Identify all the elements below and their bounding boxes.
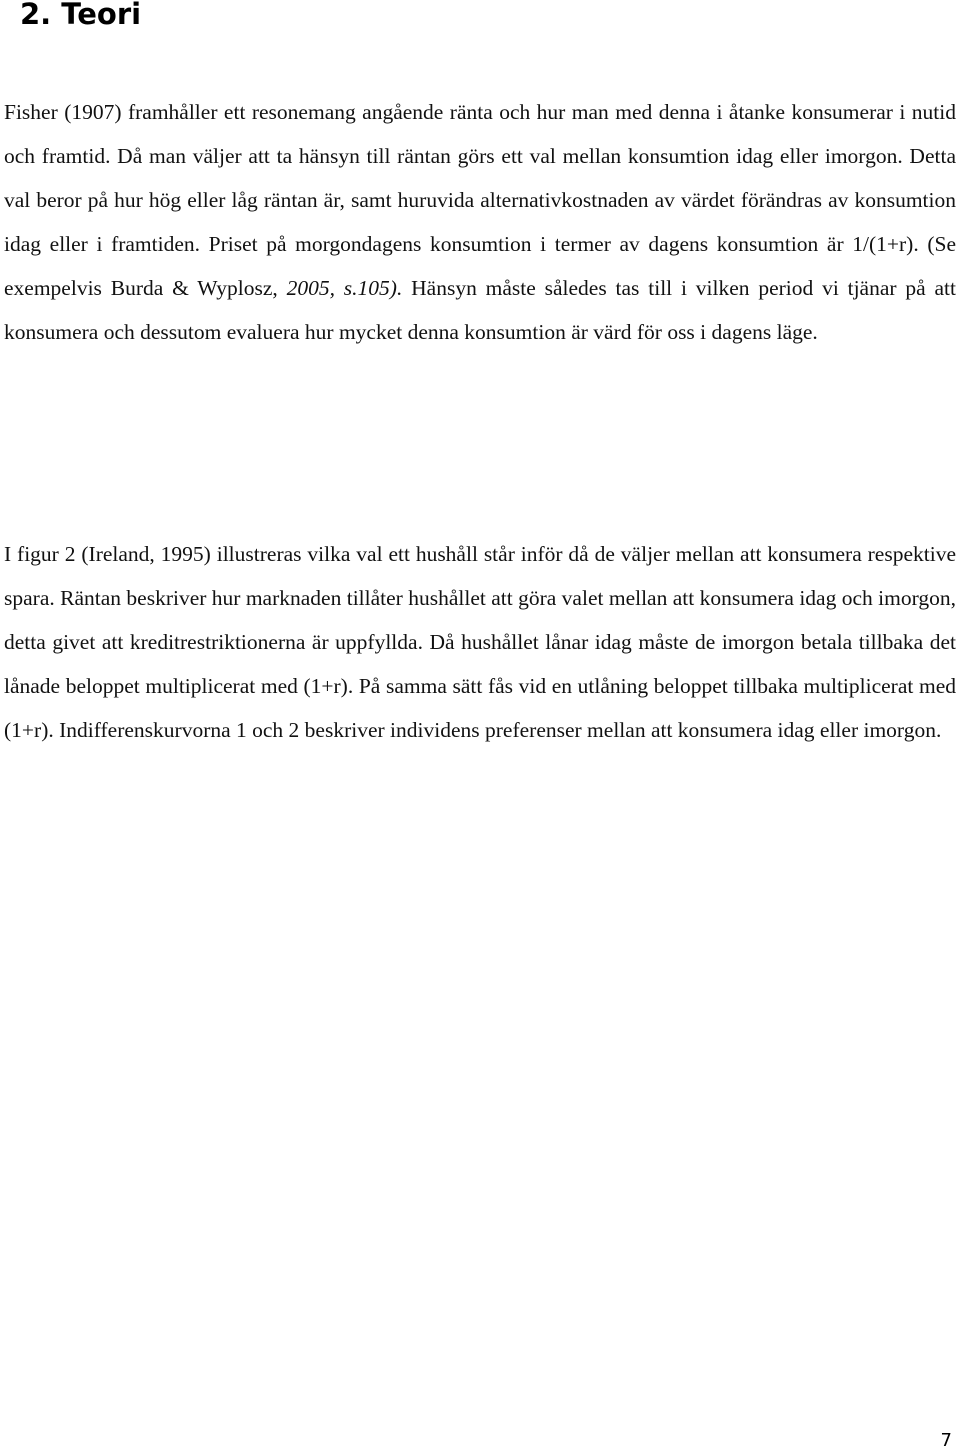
page-number: 7 <box>940 1430 952 1451</box>
section-heading: 2. Teori <box>20 0 142 31</box>
paragraph-fisher <box>4 90 956 354</box>
paragraph-text-continued: Hänsyn måste således tas till i vilken period vi tjänar på att konsumera och dessutom evaluera hur mycket denna konsumtion är värd för oss i dagens läge. <box>4 276 956 344</box>
paragraph-text: Fisher (1907) framhåller ett resonemang angående ränta och hur man med denna i åtanke konsumerar i nutid och framtid. Då man väljer att ta hänsyn till räntan görs ett val mellan konsumtion idag eller imorgon. Detta val beror på hur hög eller låg räntan är, samt huruvida alternativkostnaden av värdet förändras av konsumtion idag eller i framtiden. Priset på morgondagens konsumtion i termer av dagens konsumtion är 1/(1+r). (Se exempelvis Burda & Wyplosz, <box>4 100 956 300</box>
citation-italic: 2005, s.105). <box>286 276 403 300</box>
paragraph-figure-2: I figur 2 (Ireland, 1995) illustreras vilka val ett hushåll står inför då de väljer mellan att konsumera respektive spara. Räntan beskriver hur marknaden tillåter hushållet att göra valet mellan att konsumera idag och imorgon, detta givet att kreditrestriktionerna är uppfyllda. Då hushållet lånar idag måste de imorgon betala tillbaka det lånade beloppet multiplicerat med (1+r). På samma sätt fås vid en utlåning beloppet tillbaka multiplicerat med (1+r). Indifferenskurvorna 1 och 2 beskriver individens preferenser mellan att konsumera idag eller imorgon. <box>4 542 956 742</box>
